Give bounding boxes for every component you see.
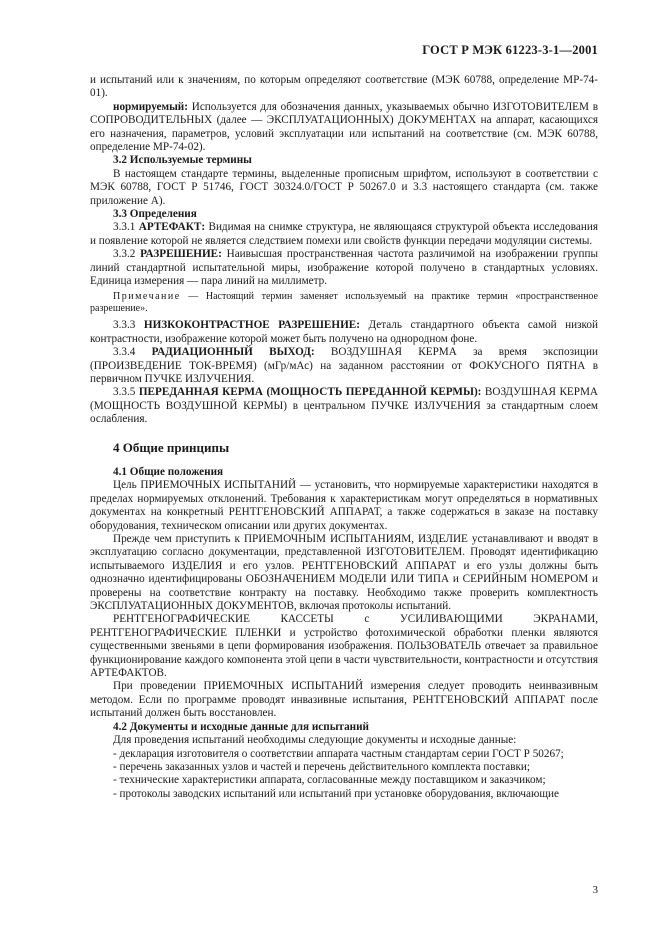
section-4-1-paragraph: Цель ПРИЕМОЧНЫХ ИСПЫТАНИЙ — установить, что нормируемые характеристики находятся в пределах нормируемых отклонений. Требования к характеристикам могут определяться в нормативных документах на конкретный РЕНТГЕНОВСКИЙ АППАРАТ, а также содержаться в заказе на поставку оборудования, техническом описании или других документах. [90,479,598,532]
definition-3-3-2 [90,248,598,288]
definition-number: 3.3.3 [113,319,144,332]
definition-normir [90,101,598,155]
section-3-3-heading: 3.3 Определения [113,208,197,221]
definition-text: Деталь стандартного объекта самой низкой контрастности, изображение которой может быть получено на однородном фоне. [90,319,598,345]
note-label: Примечание [113,290,181,302]
definition-number: 3.3.1 [113,221,139,234]
definition-number: 3.3.2 [113,248,141,261]
list-item: - технические характеристики аппарата, согласованные между поставщиком и заказчиком; [113,774,546,787]
section-4-1-paragraph: Прежде чем приступить к ПРИЕМОЧНЫМ ИСПЫТАНИЯМ, ИЗДЕЛИЕ устанавливают и вводят в эксплуатацию согласно документации, представленной ИЗГОТОВИТЕЛЕМ. Проводят идентификацию испытываемого ИЗДЕЛИЯ и его узлов. РЕНТГЕНОВСКИЙ АППАРАТ и его узлы должны быть однозначно идентифицированы ОБОЗНАЧЕНИЕМ МОДЕЛИ ИЛИ ТИПА и СЕРИЙНЫМ НОМЕРОМ и проверены на соответствие контракту на поставку. Необходимо также проверить комплектность ЭКСПЛУАТАЦИОННЫХ ДОКУМЕНТОВ, включая протоколы испытаний. [90,533,598,613]
definition-text: Видимая на снимке структура, не являющаяся структурой объекта исследования и появление которой не является следствием помехи или свойств функции передачи модуляции системы. [90,221,598,247]
definition-text: Наивысшая пространственная частота различимой на изображении группы линий стандартной испытательной миры, изображение которой получено в стандартных условиях. Единица измерения — пара линий на миллиметр. [90,248,599,288]
note [90,291,598,316]
list-item: - протоколы заводских испытаний или испытаний при установке оборудования, включающие [113,787,559,800]
term-low-contrast: НИЗКОКОНТРАСТНОЕ РАЗРЕШЕНИЕ: [143,319,360,332]
section-4-heading: 4 Общие принципы [113,439,230,455]
definition-3-3-3 [90,319,598,346]
section-4-1-heading: 4.1 Общие положения [113,465,224,478]
section-4-2-heading: 4.2 Документы и исходные данные для испытаний [113,720,369,733]
section-4-1-paragraph: При проведении ПРИЕМОЧНЫХ ИСПЫТАНИЙ измерения следует проводить неинвазивным методом. Если по программе проводят инвазивные испытания, РЕНТГЕНОВСКИЙ АППАРАТ после испытаний должен быть восстановлен. [90,680,598,720]
list-item: - декларация изготовителя о соответствии аппарата частным стандартам серии ГОСТ Р 50267; [113,747,564,760]
paragraph-intro: и испытаний или к значениям, по которым определяют соответствие (МЭК 60788, определение МР-74-01). [90,74,598,100]
definition-number: 3.3.5 [113,386,139,399]
section-4-1-paragraph: РЕНТГЕНОГРАФИЧЕСКИЕ КАССЕТЫ с УСИЛИВАЮЩИМИ ЭКРАНАМИ, РЕНТГЕНОГРАФИЧЕСКИЕ ПЛЕНКИ и устройство фотохимической обработки пленки являются существенными звеньями в цепи формирования изображения. ПОЛЬЗОВАТЕЛЬ отвечает за правильное функционирование каждого компонента этой цепи в части чувствительности, контрастности и отсутствия АРТЕФАКТОВ. [90,613,598,680]
term-transmitted-kerma: ПЕРЕДАННАЯ КЕРМА (МОЩНОСТЬ ПЕРЕДАННОЙ КЕРМЫ): [138,386,482,399]
section-3-2-text: В настоящем стандарте термины, выделенные прописным шрифтом, используют в соответствии с МЭК 60788, ГОСТ Р 51746, ГОСТ 30324.0/ГОСТ Р 50267.0 и 3.3 настоящего стандарта (см. также приложение А). [90,167,598,207]
definition-3-3-5 [90,386,598,426]
definition-text: ВОЗДУШНАЯ КЕРМА за время экспозиции (ПРОИЗВЕДЕНИЕ ТОК-ВРЕМЯ) (мГр/мАс) на заданном расстоянии от ФОКУСНОГО ПЯТНА в первичном ПУЧКЕ ИЗЛУЧЕНИЯ. [90,346,598,385]
term-radiation-output: РАДИАЦИОННЫЙ ВЫХОД: [151,346,315,359]
definition-3-3-1 [90,221,598,248]
doc-header: ГОСТ Р МЭК 61223-3-1—2001 [422,43,598,57]
definition-3-3-4 [90,346,598,386]
term-normir: нормируемый: [113,100,188,113]
term-artefact: АРТЕФАКТ: [138,221,206,234]
list-item: - перечень заказанных узлов и частей и перечень действительного комплекта поставки; [113,760,531,773]
page-number: 3 [592,884,598,896]
definition-text: ВОЗДУШНАЯ КЕРМА (МОЩНОСТЬ ВОЗДУШНОЙ КЕРМЫ) в центральном ПУЧКЕ ИЗЛУЧЕНИЯ за стандартным слоем ослабления. [90,386,598,426]
section-3-2-heading: 3.2 Используемые термины [113,154,252,167]
section-4-2-text: Для проведения испытаний необходимы следующие документы и исходные данные: [113,734,517,747]
definition-normir-text: Используется для обозначения данных, указываемых обычно ИЗГОТОВИТЕЛЕМ в СОПРОВОДИТЕЛЬНЫХ (далее — ЭКСПЛУАТАЦИОННЫХ) ДОКУМЕНТАХ на аппарат, касающихся его назначения, параметров, условий эксплуатации или испытаний на соответствие (см. МЭК 60788, определение МР-74-02). [90,100,598,154]
document-body [90,74,598,801]
term-resolution: РАЗРЕШЕНИЕ: [140,248,222,261]
note-text: — Настоящий термин заменяет используемый на практике термин «пространственное разрешение». [90,290,598,314]
definition-number: 3.3.4 [113,346,152,359]
